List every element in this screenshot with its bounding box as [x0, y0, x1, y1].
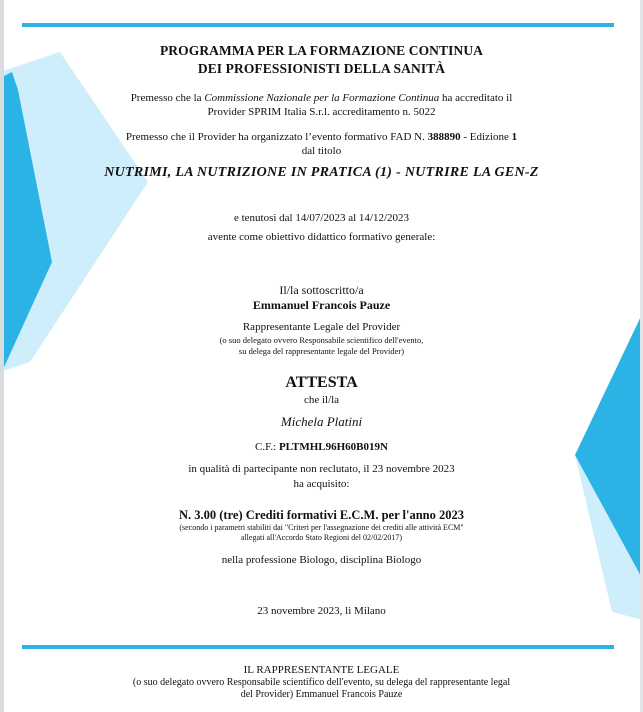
top-accent-bar [22, 23, 614, 27]
edition-separator: - Edizione [460, 131, 512, 143]
bottom-accent-bar [22, 645, 614, 649]
tax-code-label: C.F.: [255, 441, 279, 453]
credits-note-line2: allegati all'Accordo Stato Regioni del 02/02/2017) [240, 533, 403, 542]
event-prefix: Premesso che il Provider ha organizzato l’evento formativo FAD N. [125, 131, 428, 143]
participant-quality: in qualità di partecipante non reclutato, il 23 novembre 2023 [188, 463, 455, 475]
edition-number: 1 [511, 131, 518, 143]
legal-rep-note-line2: del Provider) Emmanuel Francois Pauze [240, 689, 403, 700]
tax-code-value: PLTMHL96H60B019N [278, 441, 388, 453]
commission-suffix: ha accreditato il [439, 92, 513, 104]
signer-intro: Il/la sottoscritto/a [279, 283, 364, 297]
signer-note-line1: (o suo delegato ovvero Responsabile scientifico dell'evento, [219, 335, 424, 345]
commission-statement [0, 92, 643, 104]
issue-date-place: 23 novembre 2023, lì Milano [257, 605, 386, 617]
dal-titolo: dal titolo [301, 145, 342, 157]
legal-rep-title: IL RAPPRESENTANTE LEGALE [243, 664, 400, 676]
signer-role: Rappresentante Legale del Provider [242, 321, 401, 333]
legal-rep-note-line1: (o suo delegato ovvero Responsabile scientifico dell'evento, su delega del rappresentante legal [132, 677, 511, 688]
commission-prefix: Premesso che la [130, 92, 205, 104]
credits-note-line1: (secondo i parametri stabiliti dai "Criteri per l'assegnazione dei crediti alle attività ECM" [179, 523, 464, 532]
signer-name: Emmanuel Francois Pauze [252, 298, 391, 312]
commission-name: Commissione Nazionale per la Formazione Continua [204, 92, 440, 104]
event-statement [0, 131, 643, 143]
che-il-la: che il/la [303, 394, 340, 406]
profession-discipline: nella professione Biologo, disciplina Biologo [221, 554, 422, 566]
event-objective: avente come obiettivo didattico formativo generale: [207, 231, 436, 243]
provider-accreditation: Provider SPRIM Italia S.r.l. accreditamento n. 5022 [207, 106, 436, 118]
event-title: NUTRIMI, LA NUTRIZIONE IN PRATICA (1) - NUTRIRE LA GEN-Z [104, 165, 539, 180]
attesta-heading: ATTESTA [285, 374, 358, 391]
signer-note-line2: su delega del rappresentante legale del Provider) [238, 346, 405, 356]
fad-number: 388890 [427, 131, 461, 143]
program-title-line1: PROGRAMMA PER LA FORMAZIONE CONTINUA [159, 43, 484, 58]
acquired-label: ha acquisito: [293, 478, 350, 490]
event-dates: e tenutosi dal 14/07/2023 al 14/12/2023 [233, 212, 410, 224]
credits-awarded: N. 3.00 (tre) Crediti formativi E.C.M. per l'anno 2023 [178, 508, 465, 522]
tax-code [0, 441, 643, 453]
program-title-line2: DEI PROFESSIONISTI DELLA SANITÀ [197, 61, 446, 76]
participant-name: Michela Platini [280, 414, 363, 429]
